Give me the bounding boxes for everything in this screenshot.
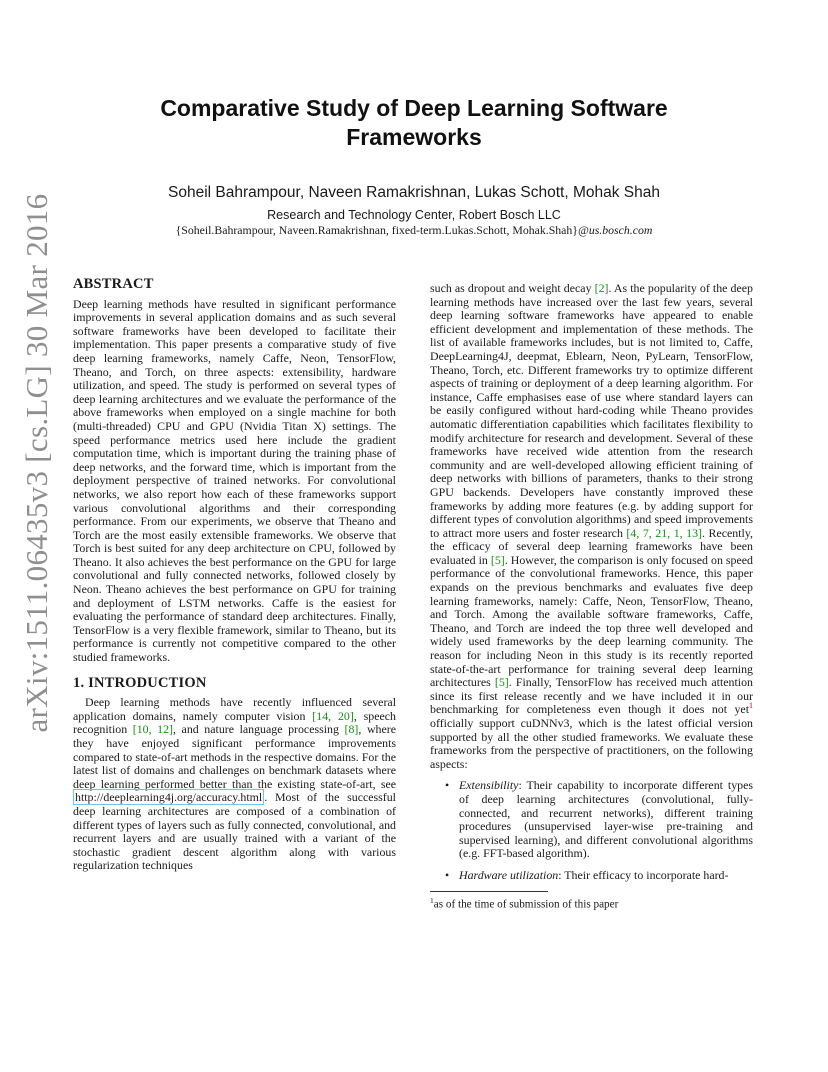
citation-link[interactable]: [4, 7, 21, 1, 13] [626,525,702,540]
aspect-item [445,867,753,883]
intro-text: . As the popularity of the deep learning methods have increased over the last few years, several deep learning software frameworks have appeared to enable efficient development and implementation of these methods. The list of available frameworks includes, but is not limited to, Caffe, DeepLearning4J, deepmat, Eblearn, Neon, PyLearn, TensorFlow, Theano, Torch, etc. Different frameworks try to optimize different aspects of training or deployment of a deep learning algorithm. For instance, Caffe emphasises ease of use where standard layers can be easily configured without hard-coding while Theano provides automatic differentiation capabilities which facilitates flexibility to modify architecture for research and development. Several of these frameworks have received wide attention from the research community and are well-developed allowing efficient training of deep networks with billions of parameters, thanks to their strong GPU backends. Developers have constantly improved these frameworks by adding more features (e.g. by adding support for different types of convolution algorithms) and speed improvements to attract more users and foster research [430,281,753,540]
aspect-term: Extensibility [459,778,519,793]
citation-link[interactable]: [10, 12] [132,722,173,737]
citation-link[interactable]: [2] [594,281,609,295]
footnote-number: 1 [430,895,434,905]
abstract-text: Deep learning methods have resulted in significant performance improvements in several application domains and as such several software frameworks have been developed to facilitate their implementation. This paper presents a comparative study of five deep learning frameworks, namely Caffe, Neon, TensorFlow, Theano, and Torch, on three aspects: extensibility, hardware utilization, and speed. The study is performed on several types of deep learning architectures and we evaluate the performance of the above frameworks when employed on a single machine for both (multi-threaded) CPU and GPU (Nvidia Titan X) settings. The speed performance metrics used here include the gradient computation time, which is important during the training phase of deep networks, and the forward time, which is important from the deployment perspective of trained networks. For convolutional networks, we also report how each of these frameworks support various convolutional algorithms and their corresponding performance. From our experiments, we observe that Theano and Torch are the most easily extensible frameworks. We observe that Torch is best suited for any deep architecture on CPU, followed by Theano. It also achieves the best performance on the GPU for large convolutional and fully connected networks, followed closely by Neon. Theano achieves the best performance on GPU for training and deployment of LSTM networks. Caffe is the easiest for evaluating the performance of standard deep architectures. Finally, TensorFlow is a very flexible framework, similar to Theano, but its performance is currently not competitive compared to the other studied frameworks. [73,296,396,665]
intro-text: . Finally, TensorFlow has received much attention since its first release recently and we have included it in our benchmarking for completeness even though it does not yet [430,675,753,717]
aspect-text: : Their efficacy to incorporate hard- [558,867,729,882]
right-column [430,282,753,912]
intro-text: Deep learning methods have recently influenced several application domains, namely computer vision [73,695,396,723]
aspect-term: Hardware utilization [459,867,559,882]
paper-title: Comparative Study of Deep Learning Software Frameworks [160,95,668,150]
accuracy-url-link[interactable]: http://deeplearning4j.org/accuracy.html [75,790,263,805]
intro-text: , where they have enjoyed significant performance improvements compared to state-of-art methods in the respective domains. For the latest list of domains and challenges on benchmark datasets where deep learning performed better than the existing state-of-art, see [73,722,396,791]
bullet-icon: • [445,778,450,793]
intro-continued-paragraph [430,282,753,771]
email-names: {Soheil.Bahrampour, Naveen.Ramakrishnan, fixed-term.Lukas.Schott, Mohak.Shah} [175,223,578,237]
left-column [73,278,396,873]
intro-text: . Recently, the efficacy of several deep learning frameworks have been evaluated in [430,525,753,567]
citation-link[interactable]: [14, 20] [312,708,354,723]
citation-link[interactable]: [5] [494,675,509,690]
introduction-heading: 1. INTRODUCTION [73,674,207,691]
aspect-text: : Their capability to incorporate different types of deep learning architectures (convolutional, fully-connected, and recurrent networks), different training procedures (unsupervised layer-wise pre-training and supervised learning), and different convolutional algorithms (e.g. FFT-based algorithm). [459,778,753,861]
paper-affiliation: Research and Technology Center, Robert Bosch LLC [267,208,561,222]
intro-text: officially support cuDNNv3, which is the latest official version supported by all the other studied frameworks. We evaluate these frameworks from the perspective of practitioners, on the following aspects: [430,716,753,771]
bullet-icon: • [445,867,450,882]
abstract-heading: ABSTRACT [73,276,154,292]
introduction-paragraph [73,696,396,873]
email-domain: @us.bosch.com [577,223,653,237]
footnote [430,894,753,912]
aspect-item [445,778,753,861]
intro-text: , and nature language processing [173,722,345,737]
arxiv-stamp: arXiv:1511.06435v3 [cs.LG] 30 Mar 2016 [19,193,54,733]
footnote-link[interactable]: 1 [749,701,753,711]
intro-text: . Most of the successful deep learning architectures are composed of a combination of different types of layers such as fully connected, convolutional, and recurrent layers and are usually trained with a variant of the stochastic gradient descent algorithm along with various regularization techniques [73,790,396,873]
intro-text: such as dropout and weight decay [430,281,595,295]
paper-emails [100,223,728,238]
footnote-text: as of the time of submission of this paper [433,898,619,911]
intro-text: . However, the comparison is only focused on speed performance of the convolutional frameworks. Hence, this paper expands on the previous benchmarks and evaluates five deep learning frameworks, namely: Caffe, Neon, TensorFlow, Theano, and Torch. Among the available software frameworks, Caffe, Theano, and Torch are indeed the top three well developed and widely used frameworks by the deep learning community. The reason for including Neon in this study is its recently reported state-of-the-art performance for training several deep learning architectures [430,552,753,690]
paper-authors: Soheil Bahrampour, Naveen Ramakrishnan, Lukas Schott, Mohak Shah [168,184,660,201]
footnote-divider [430,891,548,892]
citation-link[interactable]: [5] [490,552,505,567]
aspects-list [430,779,753,882]
citation-link[interactable]: [8] [344,722,359,737]
intro-text: , speech recognition [73,708,396,737]
